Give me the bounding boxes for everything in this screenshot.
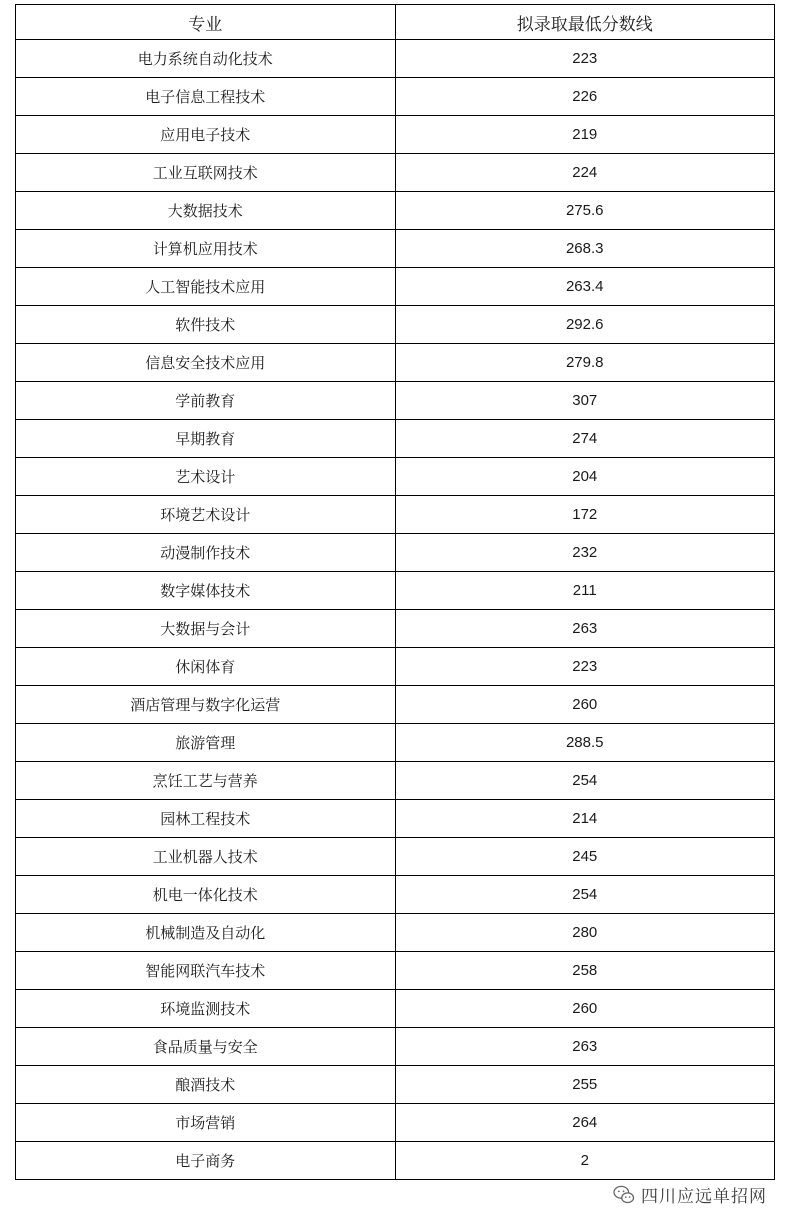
table-row: [16, 686, 775, 724]
table-row: [16, 382, 775, 420]
major-cell: 动漫制作技术: [16, 534, 396, 572]
min-score-cell: 268.3: [395, 230, 775, 268]
min-score-cell: 274: [395, 420, 775, 458]
min-score-cell: 224: [395, 154, 775, 192]
min-score-cell: 255: [395, 1066, 775, 1104]
min-score-cell: 245: [395, 838, 775, 876]
table-row: [16, 534, 775, 572]
major-cell: 电子商务: [16, 1142, 396, 1180]
table-row: [16, 876, 775, 914]
table-row: [16, 1066, 775, 1104]
major-cell: 休闲体育: [16, 648, 396, 686]
min-score-cell: 279.8: [395, 344, 775, 382]
min-score-cell: 226: [395, 78, 775, 116]
major-cell: 机电一体化技术: [16, 876, 396, 914]
min-score-cell: 254: [395, 876, 775, 914]
min-score-cell: 254: [395, 762, 775, 800]
major-cell: 计算机应用技术: [16, 230, 396, 268]
major-cell: 软件技术: [16, 306, 396, 344]
table-row: [16, 116, 775, 154]
min-score-cell: 260: [395, 686, 775, 724]
min-score-cell: 232: [395, 534, 775, 572]
min-score-cell: 204: [395, 458, 775, 496]
table-row: [16, 800, 775, 838]
major-cell: 酿酒技术: [16, 1066, 396, 1104]
table-row: [16, 572, 775, 610]
table-row: [16, 344, 775, 382]
table-row: [16, 268, 775, 306]
min-score-cell: 292.6: [395, 306, 775, 344]
major-cell: 艺术设计: [16, 458, 396, 496]
major-cell: 园林工程技术: [16, 800, 396, 838]
min-score-cell: 219: [395, 116, 775, 154]
major-cell: 应用电子技术: [16, 116, 396, 154]
table-row: [16, 990, 775, 1028]
table-row: [16, 306, 775, 344]
major-cell: 环境监测技术: [16, 990, 396, 1028]
table-row: [16, 192, 775, 230]
min-score-cell: 275.6: [395, 192, 775, 230]
major-cell: 机械制造及自动化: [16, 914, 396, 952]
major-cell: 智能网联汽车技术: [16, 952, 396, 990]
major-cell: 早期教育: [16, 420, 396, 458]
table-row: [16, 420, 775, 458]
table-row: [16, 496, 775, 534]
table-row: [16, 762, 775, 800]
min-score-cell: 263: [395, 610, 775, 648]
wechat-icon: [613, 1185, 635, 1205]
table-row: [16, 1028, 775, 1066]
min-score-cell: 280: [395, 914, 775, 952]
min-score-cell: 214: [395, 800, 775, 838]
major-cell: 旅游管理: [16, 724, 396, 762]
major-cell: 电力系统自动化技术: [16, 40, 396, 78]
watermark-text: 四川应远单招网: [641, 1187, 767, 1207]
min-score-cell: 172: [395, 496, 775, 534]
table-row: [16, 1104, 775, 1142]
major-cell: 酒店管理与数字化运营: [16, 686, 396, 724]
major-cell: 大数据技术: [16, 192, 396, 230]
major-cell: 人工智能技术应用: [16, 268, 396, 306]
table-row: [16, 154, 775, 192]
major-cell: 烹饪工艺与营养: [16, 762, 396, 800]
major-cell: 大数据与会计: [16, 610, 396, 648]
min-score-cell: 263: [395, 1028, 775, 1066]
header-major: 专业: [16, 5, 396, 40]
major-cell: 学前教育: [16, 382, 396, 420]
min-score-cell: 260: [395, 990, 775, 1028]
min-score-cell: 258: [395, 952, 775, 990]
min-score-cell: 263.4: [395, 268, 775, 306]
min-score-cell: 223: [395, 40, 775, 78]
major-cell: 电子信息工程技术: [16, 78, 396, 116]
major-cell: 工业机器人技术: [16, 838, 396, 876]
table-row: [16, 458, 775, 496]
min-score-cell: 264: [395, 1104, 775, 1142]
table-row: [16, 648, 775, 686]
table-row: [16, 724, 775, 762]
min-score-cell: 307: [395, 382, 775, 420]
min-score-cell: 223: [395, 648, 775, 686]
major-cell: 市场营销: [16, 1104, 396, 1142]
table-row: [16, 914, 775, 952]
table-row: [16, 1142, 775, 1180]
major-cell: 信息安全技术应用: [16, 344, 396, 382]
admission-score-table: [15, 4, 775, 1180]
min-score-cell: 288.5: [395, 724, 775, 762]
min-score-cell: 211: [395, 572, 775, 610]
min-score-cell: 2: [395, 1142, 775, 1180]
header-min-score: 拟录取最低分数线: [395, 5, 775, 40]
watermark: [609, 1180, 771, 1209]
table-row: [16, 952, 775, 990]
table-row: [16, 230, 775, 268]
major-cell: 数字媒体技术: [16, 572, 396, 610]
major-cell: 环境艺术设计: [16, 496, 396, 534]
table-row: [16, 838, 775, 876]
table-row: [16, 40, 775, 78]
major-cell: 食品质量与安全: [16, 1028, 396, 1066]
table-header-row: [16, 5, 775, 40]
major-cell: 工业互联网技术: [16, 154, 396, 192]
table-row: [16, 78, 775, 116]
table-row: [16, 610, 775, 648]
